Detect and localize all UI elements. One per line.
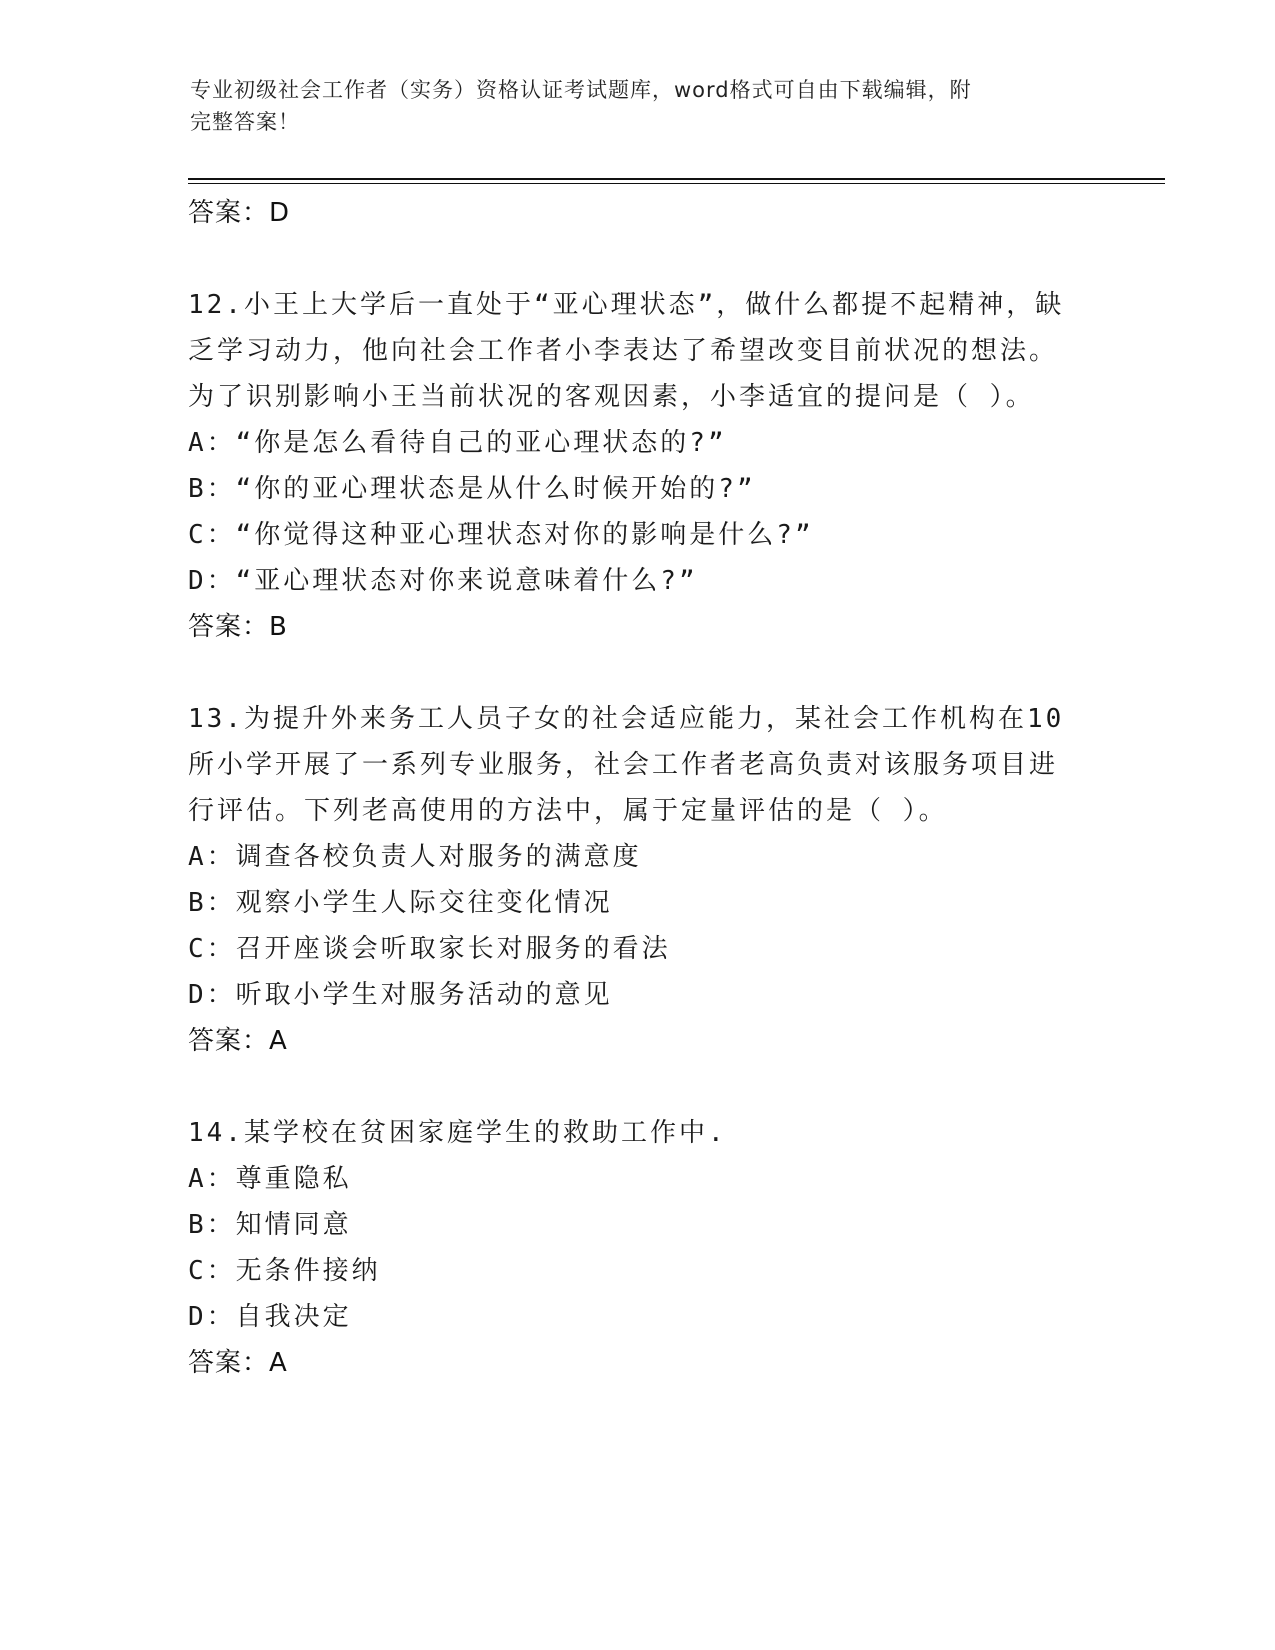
question-13-option-b: B：观察小学生人际交往变化情况 xyxy=(188,888,613,918)
question-12-option-b: B：“你的亚心理状态是从什么时候开始的?” xyxy=(188,474,756,504)
question-14-answer: 答案：A xyxy=(188,1348,288,1378)
question-14-option-d: D：自我决定 xyxy=(188,1302,352,1332)
question-13-option-a: A：调查各校负责人对服务的满意度 xyxy=(188,842,642,872)
question-13-answer: 答案：A xyxy=(188,1026,288,1056)
header-line-2: 完整答案！ xyxy=(190,110,300,134)
question-14-option-b: B：知情同意 xyxy=(188,1210,352,1240)
header-rule-thin xyxy=(188,183,1165,184)
question-13-line-1: 13.为提升外来务工人员子女的社会适应能力，某社会工作机构在10 xyxy=(188,704,1065,734)
answer-previous: 答案：D xyxy=(188,198,291,228)
question-12-line-3: 为了识别影响小王当前状况的客观因素，小李适宜的提问是（ ）。 xyxy=(188,382,1035,412)
question-12-option-c: C：“你觉得这种亚心理状态对你的影响是什么?” xyxy=(188,520,814,550)
question-14-option-c: C：无条件接纳 xyxy=(188,1256,381,1286)
question-14 xyxy=(188,1110,1088,1386)
question-13-option-c: C：召开座谈会听取家长对服务的看法 xyxy=(188,934,671,964)
question-13 xyxy=(188,696,1088,1064)
question-14-option-a: A：尊重隐私 xyxy=(188,1164,352,1194)
question-12-option-d: D：“亚心理状态对你来说意味着什么?” xyxy=(188,566,698,596)
question-12-option-a: A：“你是怎么看待自己的亚心理状态的?” xyxy=(188,428,727,458)
question-12-line-2: 乏学习动力，他向社会工作者小李表达了希望改变目前状况的想法。 xyxy=(188,336,1059,366)
question-14-line-1: 14.某学校在贫困家庭学生的救助工作中. xyxy=(188,1118,727,1148)
page-header xyxy=(190,74,1090,138)
question-12-answer: 答案：B xyxy=(188,612,288,642)
question-13-line-2: 所小学开展了一系列专业服务，社会工作者老高负责对该服务项目进 xyxy=(188,750,1059,780)
question-13-line-3: 行评估。下列老高使用的方法中，属于定量评估的是（ ）。 xyxy=(188,796,948,826)
question-list xyxy=(188,190,1088,1386)
question-12 xyxy=(188,282,1088,650)
question-13-option-d: D：听取小学生对服务活动的意见 xyxy=(188,980,613,1010)
question-12-line-1: 12.小王上大学后一直处于“亚心理状态”，做什么都提不起精神，缺 xyxy=(188,290,1065,320)
header-rule-thick xyxy=(188,178,1165,180)
header-line-1: 专业初级社会工作者（实务）资格认证考试题库，word格式可自由下载编辑，附 xyxy=(190,78,972,102)
